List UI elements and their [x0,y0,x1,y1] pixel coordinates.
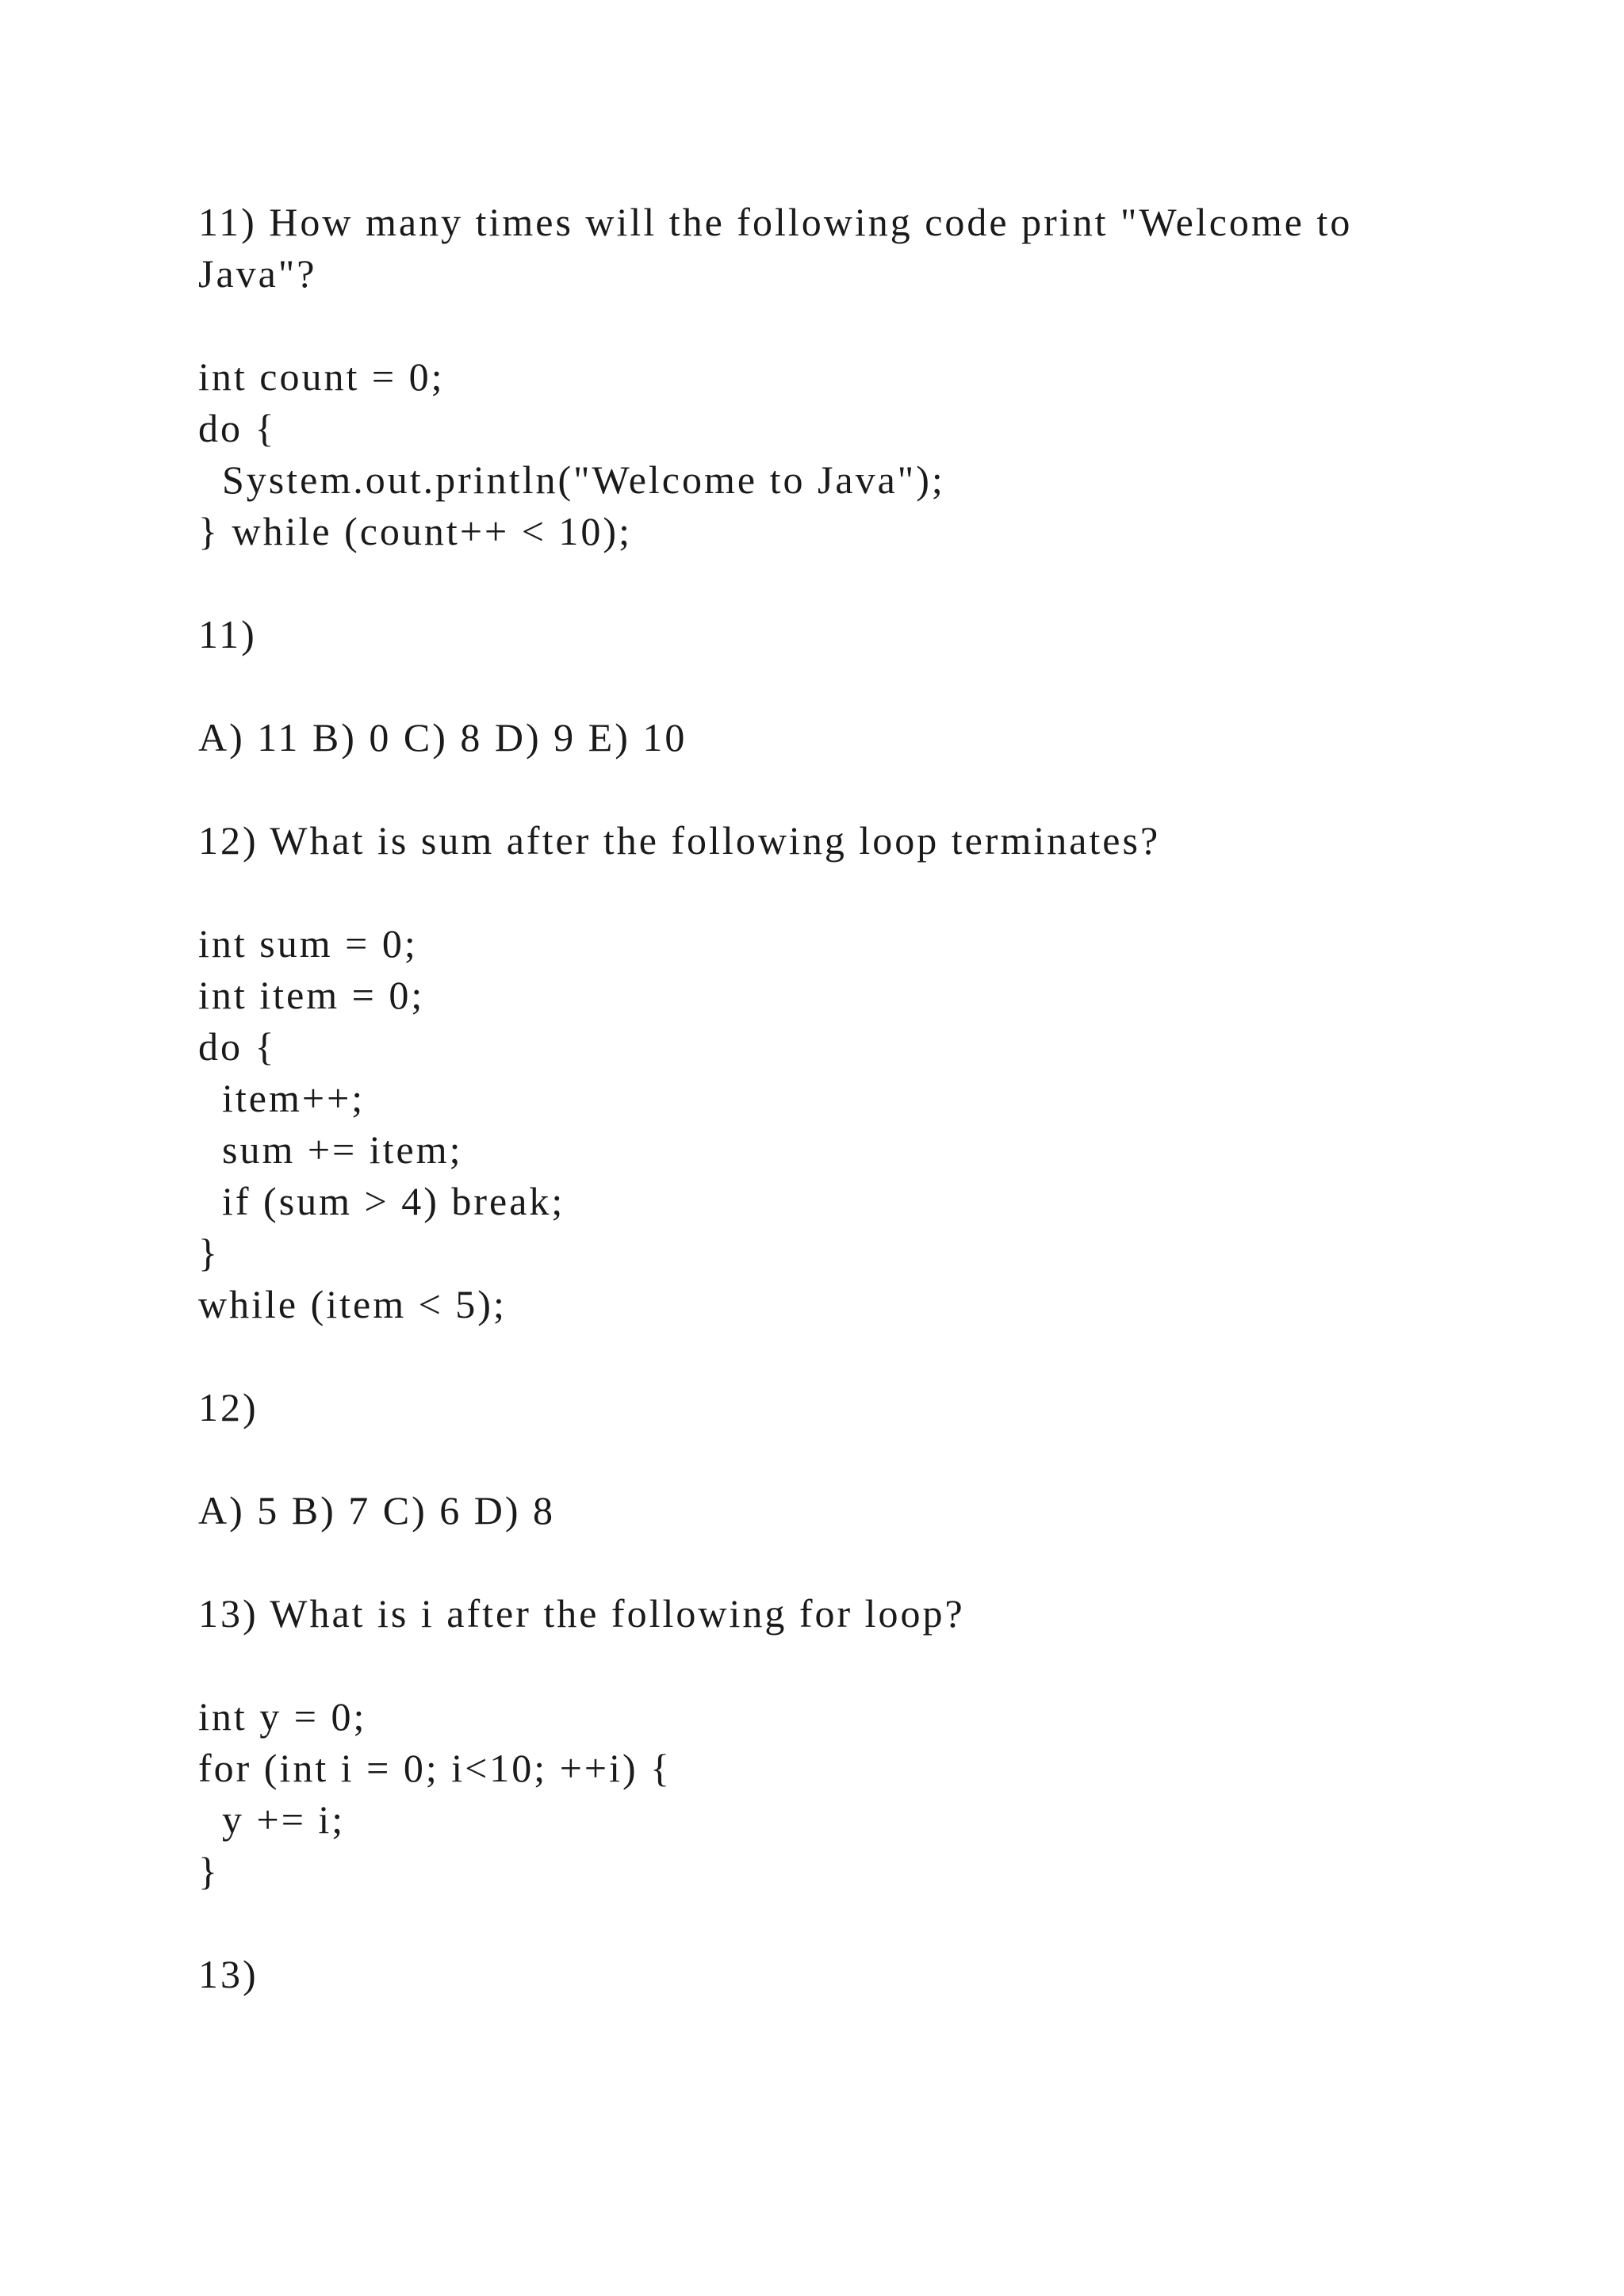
q12-code-line: int item = 0; [198,973,425,1017]
q12-choices: A) 5 B) 7 C) 6 D) 8 [198,1488,556,1533]
question-12-text: 12) What is sum after the following loop terminates? [198,818,1161,863]
q12-code-line: if (sum > 4) break; [222,1179,565,1223]
q11-code-line: do { [198,406,277,450]
q13-answer-label: 13) [198,1952,259,1996]
q12-code-line: int sum = 0; [198,921,418,966]
q13-code-line: } [198,1849,220,1893]
q13-code-line: y += i; [222,1797,346,1842]
q11-choices: A) 11 B) 0 C) 8 D) 9 E) 10 [198,715,688,760]
q13-code-line: for (int i = 0; i<10; ++i) { [198,1746,672,1790]
q12-code-line: while (item < 5); [198,1282,507,1326]
q11-answer-label: 11) [198,612,257,656]
q11-code-line: int count = 0; [198,354,445,399]
q13-code-line: int y = 0; [198,1694,367,1739]
question-13-text: 13) What is i after the following for loop? [198,1591,965,1636]
q12-code-line: } [198,1230,220,1275]
question-11-text-line-2: Java"? [198,251,317,296]
q12-code-line: sum += item; [222,1127,463,1172]
q12-code-line: do { [198,1024,277,1069]
question-11-text-line-1: 11) How many times will the following code print "Welcome to [198,200,1353,244]
q12-code-line: item++; [222,1076,366,1120]
q11-code-line: } while (count++ < 10); [198,509,632,553]
q11-code-line: System.out.println("Welcome to Java"); [222,457,945,502]
q12-answer-label: 12) [198,1385,259,1429]
